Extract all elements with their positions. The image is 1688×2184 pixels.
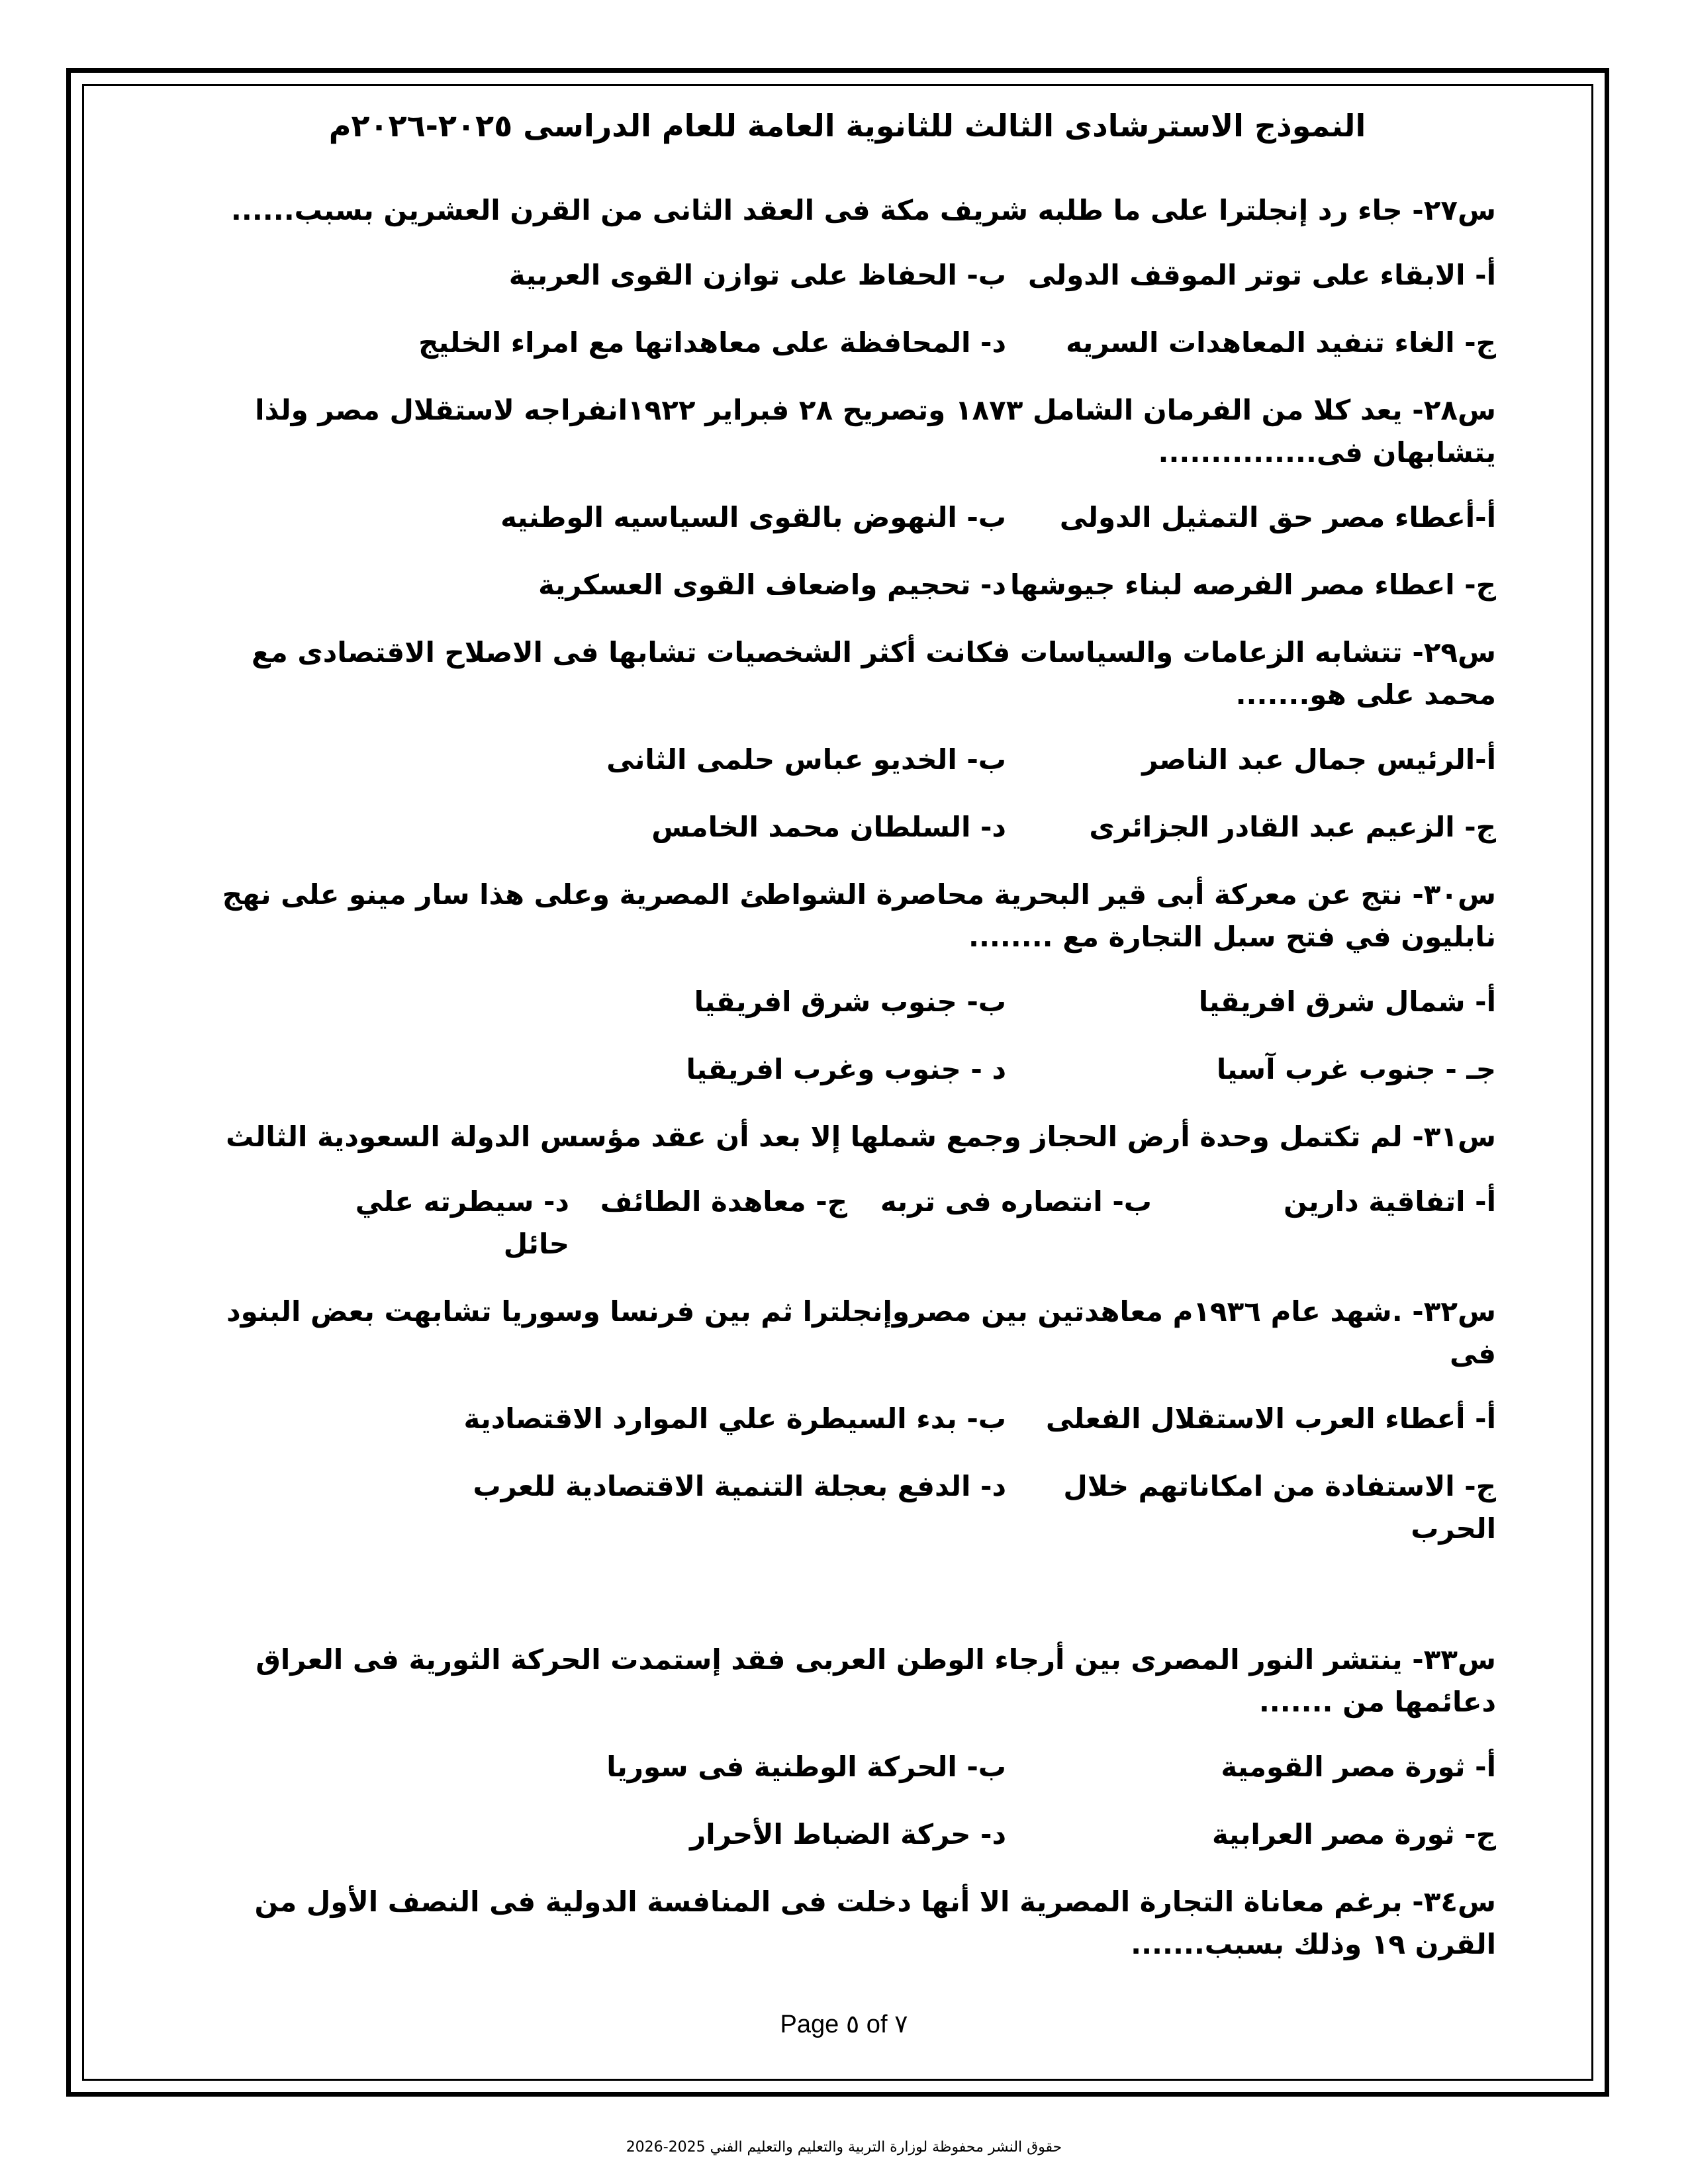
option-a: أ- اتفاقية دارين [1283, 1185, 1496, 1218]
option-a: أ-الرئيس جمال عبد الناصر [1142, 743, 1496, 776]
option-d: د- سيطرته علي حائل [355, 1185, 569, 1260]
option-b: ب- النهوض بالقوى السياسيه الوطنيه [500, 501, 1006, 533]
option-c: ج- الغاء تنفيد المعاهدات السريه [1066, 326, 1496, 359]
option-c: جـ - جنوب غرب آسيا [1216, 1053, 1496, 1085]
option-a: أ- شمال شرق افريقيا [1198, 985, 1496, 1018]
options-row [199, 496, 1496, 539]
options-row [199, 322, 1496, 364]
options-row [199, 806, 1496, 848]
copyright-footer: حقوق النشر محفوظة لوزارة التربية والتعليم والتعليم الفني 2025-2026 [626, 2139, 1062, 2156]
option-a: أ- الابقاء على توتر الموقف الدولى [1027, 259, 1496, 291]
question-32: س٣٢- .شهد عام ١٩٣٦م معاهدتين بين مصروإنجلترا ثم بين فرنسا وسوريا تشابهت بعض البنود فى [226, 1295, 1496, 1370]
options-row [199, 564, 1496, 606]
options-row [199, 1048, 1496, 1091]
option-d: د- السلطان محمد الخامس [651, 811, 1006, 843]
options-row [199, 1813, 1496, 1856]
option-a: أ- أعطاء العرب الاستقلال الفعلى [1045, 1402, 1496, 1435]
option-c: ج- معاهدة الطائف [600, 1185, 847, 1218]
question-34: س٣٤- برغم معاناة التجارة المصرية الا أنها دخلت فى المنافسة الدولية فى النصف الأول من القرن ١٩ وذلك بسبب....... [254, 1886, 1496, 1960]
options-row [199, 739, 1496, 781]
question-33: س٣٣- ينتشر النور المصرى بين أرجاء الوطن العربى فقد إستمدت الحركة الثورية فى العراق دعائمها من ....... [256, 1643, 1496, 1718]
option-b: ب- انتصاره فى تربه [880, 1185, 1152, 1218]
question-27: س٢٧- جاء رد إنجلترا على ما طلبه شريف مكة فى العقد الثانى من القرن العشرين بسبب...... [230, 194, 1496, 226]
option-b: ب- الحركة الوطنية فى سوريا [606, 1751, 1006, 1783]
option-a: أ-أعطاء مصر حق التمثيل الدولى [1059, 501, 1496, 533]
option-c: ج- اعطاء مصر الفرصه لبناء جيوشها [1010, 569, 1496, 601]
question-31: س٣١- لم تكتمل وحدة أرض الحجاز وجمع شملها إلا بعد أن عقد مؤسس الدولة السعودية الثالث [226, 1120, 1496, 1153]
options-row [199, 1181, 1496, 1265]
options-row [199, 1746, 1496, 1788]
option-c: ج- ثورة مصر العرابية [1212, 1818, 1496, 1850]
options-row [199, 1465, 1496, 1550]
question-30: س٣٠- نتج عن معركة أبى قير البحرية محاصرة الشواطئ المصرية وعلى هذا سار مينو على نهج نابليون في فتح سبل التجارة مع ........ [222, 878, 1496, 953]
page-number: Page ٥ of ٧ [780, 2011, 908, 2038]
options-row [199, 981, 1496, 1023]
option-b: ب- بدء السيطرة علي الموارد الاقتصادية [463, 1402, 1006, 1435]
option-c: ج- الاستفادة من امكاناتهم خلال الحرب [1063, 1470, 1496, 1545]
option-d: د- الدفع بعجلة التنمية الاقتصادية للعرب [473, 1470, 1006, 1502]
exam-content [199, 99, 1496, 1988]
option-b: ب- الخديو عباس حلمى الثانى [606, 743, 1006, 776]
option-b: ب- الحفاظ على توازن القوى العربية [508, 259, 1006, 291]
option-a: أ- ثورة مصر القومية [1221, 1751, 1496, 1783]
option-b: ب- جنوب شرق افريقيا [694, 985, 1006, 1018]
option-d: د - جنوب وغرب افريقيا [686, 1053, 1006, 1085]
options-row [199, 254, 1496, 296]
option-d: د- المحافظة على معاهداتها مع امراء الخليج [418, 326, 1006, 359]
option-c: ج- الزعيم عبد القادر الجزائرى [1089, 811, 1496, 843]
question-28: س٢٨- يعد كلا من الفرمان الشامل ١٨٧٣ وتصريح ٢٨ فبراير ١٩٢٢انفراجه لاستقلال مصر ولذا يتشابهان فى............... [255, 394, 1496, 469]
option-d: د- تحجيم واضعاف القوى العسكرية [538, 569, 1006, 601]
options-row [199, 1398, 1496, 1440]
spacer [199, 1575, 1496, 1639]
page-title: النموذج الاسترشادى الثالث للثانوية العامة للعام الدراسى ٢٠٢٥-٢٠٢٦م [328, 108, 1366, 144]
option-d: د- حركة الضباط الأحرار [690, 1818, 1006, 1850]
question-29: س٢٩- تتشابه الزعامات والسياسات فكانت أكثر الشخصيات تشابها فى الاصلاح الاقتصادى مع محمد على هو....... [252, 636, 1496, 711]
